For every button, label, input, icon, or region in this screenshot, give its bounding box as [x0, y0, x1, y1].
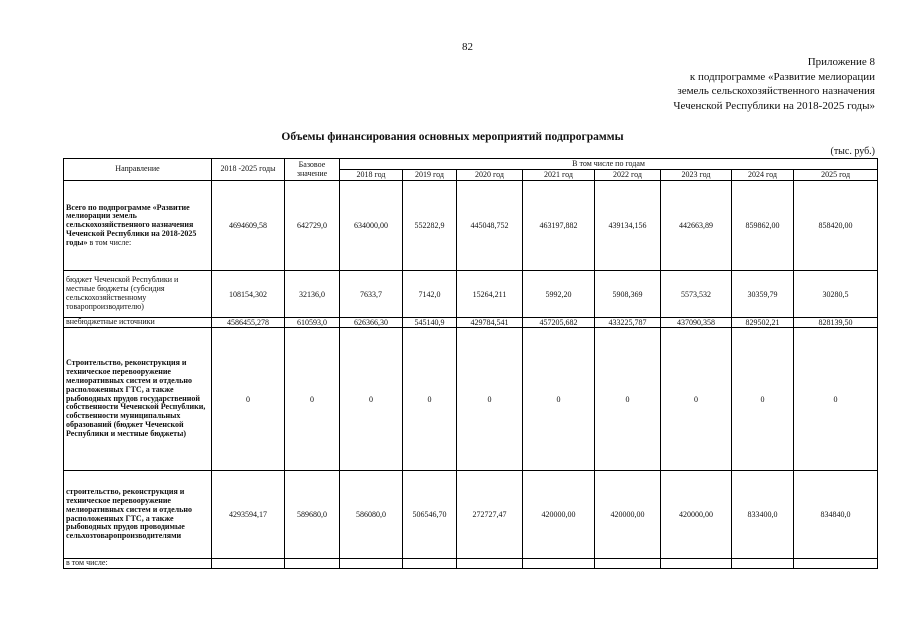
cell-value [732, 559, 794, 569]
row-label [64, 181, 212, 271]
appendix-line-2: к подпрограмме «Развитие мелиорации [689, 70, 875, 83]
appendix-line-3: земель сельскохозяйственного назначения [677, 85, 875, 97]
header-base: Базовое значение [285, 159, 340, 181]
cell-value: 828139,50 [794, 318, 878, 328]
cell-value: 833400,0 [732, 471, 794, 559]
cell-value: 5573,532 [661, 271, 732, 318]
cell-value: 420000,00 [523, 471, 595, 559]
cell-value: 433225,787 [595, 318, 661, 328]
header-year: 2019 год [403, 170, 457, 181]
cell-value: 420000,00 [595, 471, 661, 559]
cell-value: 463197,882 [523, 181, 595, 271]
cell-value: 858420,00 [794, 181, 878, 271]
table-row [64, 559, 878, 569]
table-row [64, 328, 878, 471]
cell-value: 634000,00 [340, 181, 403, 271]
cell-value: 5908,369 [595, 271, 661, 318]
units-note: (тыс. руб.) [830, 146, 875, 157]
cell-value: 834840,0 [794, 471, 878, 559]
table-row [64, 271, 878, 318]
row-label: внебюджетные источники [64, 318, 212, 328]
cell-value: 4694609,58 [212, 181, 285, 271]
cell-value: 457205,682 [523, 318, 595, 328]
row-label: строительство, реконструкция и техническое перевооружение мелиоративных систем и отдельно расположенных ГТС, а также рыбоводных прудов проводимые сельхозтоваропроизводителями [64, 471, 212, 559]
cell-value: 610593,0 [285, 318, 340, 328]
cell-value: 506546,70 [403, 471, 457, 559]
cell-value: 0 [523, 328, 595, 471]
cell-value: 439134,156 [595, 181, 661, 271]
cell-value: 108154,302 [212, 271, 285, 318]
cell-value [457, 559, 523, 569]
header-year: 2022 год [595, 170, 661, 181]
cell-value: 7142,0 [403, 271, 457, 318]
table-row [64, 471, 878, 559]
cell-value: 4293594,17 [212, 471, 285, 559]
cell-value: 7633,7 [340, 271, 403, 318]
page-number: 82 [462, 41, 473, 53]
cell-value: 15264,211 [457, 271, 523, 318]
row-label: в том числе: [64, 559, 212, 569]
cell-value: 30359,79 [732, 271, 794, 318]
cell-value: 552282,9 [403, 181, 457, 271]
cell-value: 32136,0 [285, 271, 340, 318]
cell-value: 5992,20 [523, 271, 595, 318]
cell-value: 4586455,278 [212, 318, 285, 328]
cell-value [595, 559, 661, 569]
header-direction: Направление [64, 159, 212, 181]
cell-value: 0 [340, 328, 403, 471]
table-row [64, 181, 878, 271]
cell-value: 0 [794, 328, 878, 471]
cell-value: 829502,21 [732, 318, 794, 328]
appendix-line-1: Приложение 8 [807, 56, 875, 68]
header-total: 2018 -2025 годы [212, 159, 285, 181]
cell-value [794, 559, 878, 569]
financing-table [63, 158, 878, 569]
row-label-bold: Всего по подпрограмме «Развитие мелиорации земель сельскохозяйственного назначения Чеченской Республики на 2018-2025 годы» [66, 202, 197, 247]
cell-value: 30280,5 [794, 271, 878, 318]
appendix-line-4: Чеченской Республики на 2018-2025 годы» [673, 99, 875, 112]
cell-value: 442663,89 [661, 181, 732, 271]
cell-value [523, 559, 595, 569]
row-label: бюджет Чеченской Республики и местные бюджеты (субсидия сельскохозяйственному товаропроизводителю) [64, 271, 212, 318]
cell-value [661, 559, 732, 569]
cell-value: 429784,541 [457, 318, 523, 328]
row-label: Строительство, реконструкция и техническое перевооружение мелиоративных систем и отдельно расположенных ГТС, а также рыбоводных прудов государственной собственности Чеченской Республики, собственности муниципальных образований (бюджет Чеченской Республики и местные бюджеты) [64, 328, 212, 471]
document-title: Объемы финансирования основных мероприятий подпрограммы [281, 131, 624, 143]
cell-value: 859862,00 [732, 181, 794, 271]
cell-value: 642729,0 [285, 181, 340, 271]
cell-value: 0 [212, 328, 285, 471]
cell-value: 586080,0 [340, 471, 403, 559]
header-year: 2024 год [732, 170, 794, 181]
cell-value: 0 [732, 328, 794, 471]
cell-value: 445048,752 [457, 181, 523, 271]
row-label-rest: в том числе: [87, 237, 132, 247]
cell-value [340, 559, 403, 569]
cell-value [285, 559, 340, 569]
cell-value: 626366,30 [340, 318, 403, 328]
header-by-years: В том числе по годам [340, 159, 878, 170]
table-row [64, 318, 878, 328]
cell-value: 545140,9 [403, 318, 457, 328]
cell-value: 0 [457, 328, 523, 471]
cell-value [403, 559, 457, 569]
header-row-1 [64, 159, 878, 170]
cell-value: 420000,00 [661, 471, 732, 559]
header-year: 2023 год [661, 170, 732, 181]
cell-value: 0 [661, 328, 732, 471]
header-year: 2020 год [457, 170, 523, 181]
appendix-note [555, 55, 875, 113]
cell-value: 272727,47 [457, 471, 523, 559]
cell-value: 0 [595, 328, 661, 471]
cell-value: 0 [285, 328, 340, 471]
header-year: 2021 год [523, 170, 595, 181]
cell-value: 589680,0 [285, 471, 340, 559]
header-year: 2018 год [340, 170, 403, 181]
cell-value: 0 [403, 328, 457, 471]
cell-value: 437090,358 [661, 318, 732, 328]
cell-value [212, 559, 285, 569]
header-year: 2025 год [794, 170, 878, 181]
